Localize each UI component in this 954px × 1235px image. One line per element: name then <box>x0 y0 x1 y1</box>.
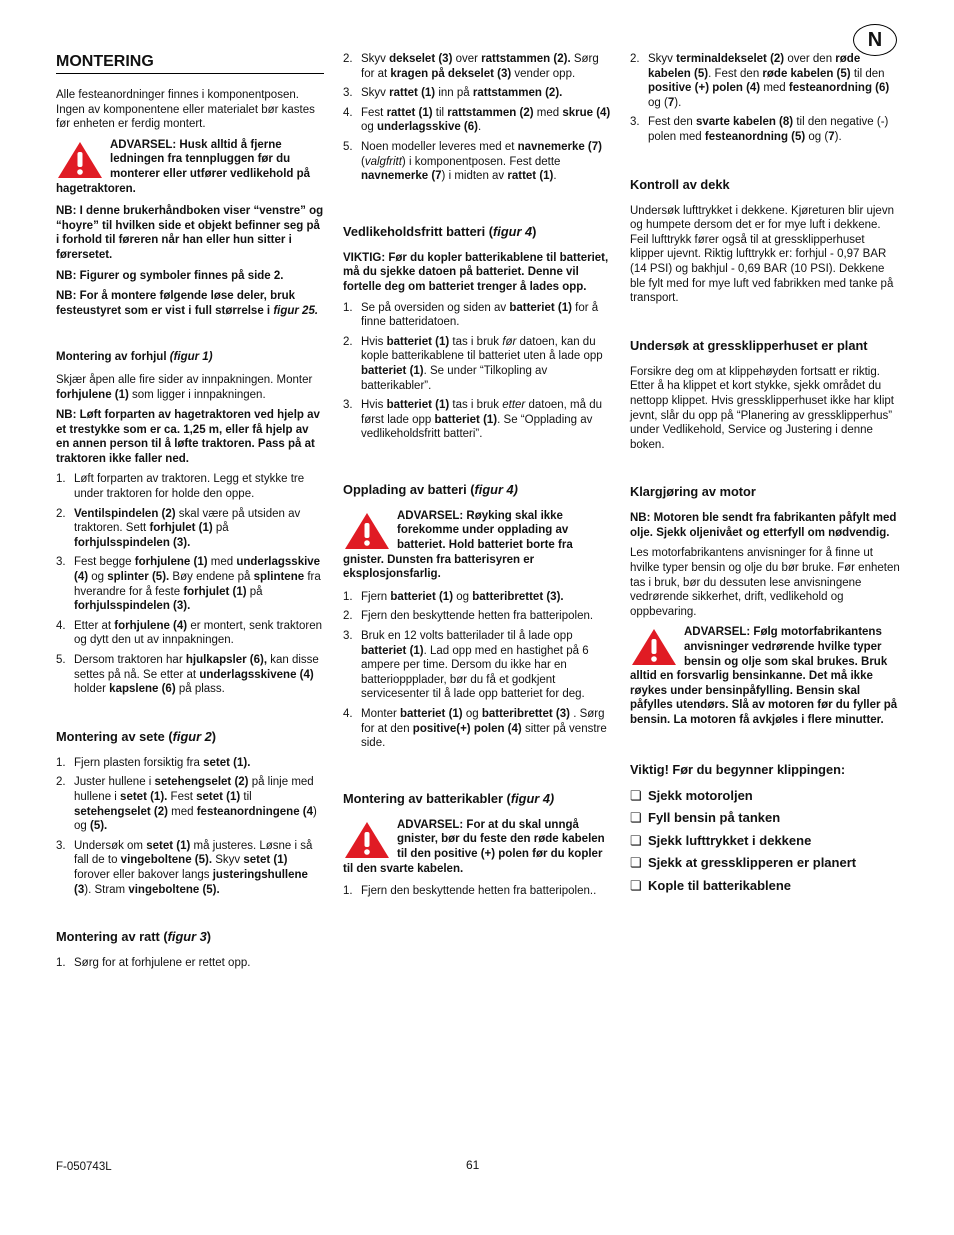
warning-text: ADVARSEL: Følg motorfabrikantens anvisninger vedrørende hvilke typer bensin og olje som skal brukes. Bruk alltid en forsvarlig bensinkanne. Det må ikke røykes under bensinpåfylling. Bensin skal påfylles utendørs. Slå av motoren før du fyller på bensin. La motoren få avkjøles i flere minutter. <box>630 626 898 726</box>
warning-icon <box>343 820 391 860</box>
checkbox-icon: ❏ <box>630 787 642 803</box>
list-item: 3. Fest den svarte kabelen (8) til den negative (-) polen med festeanordning (5) og (7). <box>630 116 889 143</box>
warning-text: ADVARSEL: Husk alltid å fjerne ledningen fra tennpluggen før du monterer eller utfører vedlikehold på hagetraktoren. <box>56 138 311 195</box>
list-item: 1. Fjern den beskyttende hetten fra batteripolen.. <box>343 885 597 898</box>
list-item: 4. Fest rattet (1) til rattstammen (2) med skrue (4) og underlagsskive (6). <box>343 106 611 134</box>
list-item: 1. Løft forparten av traktoren. Legg et stykke tre under traktoren for holde den oppe. <box>56 473 305 501</box>
list-item: 5. Noen modeller leveres med et navnemerke (7) (valgfritt) i komponentposen. Fest dette navnemerke (7) i midten av rattet (1). <box>343 140 602 183</box>
sete-steps <box>56 756 324 897</box>
checklist-item: ❏ Sjekk motoroljen <box>630 787 753 803</box>
motor-note: NB: Motoren ble sendt fra fabrikanten påfylt med olje. Sjekk oljenivået og etterfyll om nødvendig. <box>630 512 897 539</box>
warning-icon <box>343 511 391 551</box>
heading-motor: Klargjøring av motor <box>630 484 756 500</box>
note-2: NB: Figurer og symboler finnes på side 2. <box>56 269 284 282</box>
kabler-steps-start <box>343 884 613 899</box>
batteri-steps <box>343 301 613 442</box>
viktig-note: VIKTIG: Før du kopler batterikablene til batteriet, må du sjekke datoen på batteriet. Denne vil fortelle deg om batteriet trenger å lades opp. <box>343 251 609 293</box>
document-code: F-050743L <box>56 1161 112 1173</box>
warning-block-4 <box>630 625 900 727</box>
heading-ratt: Montering av ratt (figur 3) <box>56 929 211 945</box>
checkbox-icon: ❏ <box>630 810 642 826</box>
list-item: 2. Skyv dekselet (3) over rattstammen (2). Sørg for at kragen på dekselet (3) vender opp. <box>343 53 599 80</box>
note-3: NB: For å montere følgende løse deler, bruk festeustyret som er vist i full størrelse i figur 25. <box>56 290 319 317</box>
checkbox-icon: ❏ <box>630 855 642 871</box>
checklist-item: ❏ Sjekk lufttrykket i dekkene <box>630 832 812 848</box>
plant-paragraph: Forsikre deg om at klippehøyden fortsatt er riktig. Etter å ha klippet et kort stykke, sjekk området du nettopp klippet. Hvis gressklipperhuset ikke har klipt jevnt, slår du opp på “Planering av gressklipperhus” under Vedlikehold, Service og Justering i denne boken. <box>630 365 894 451</box>
list-item: 2. Juster hullene i setehengselet (2) på linje med hullene i setet (1). Fest setet (1) til setehengselet (2) med festeanordningene (4) og (5). <box>56 776 317 833</box>
checklist <box>630 789 900 894</box>
language-badge: N <box>853 24 897 56</box>
heading-forhjul: Montering av forhjul (figur 1) <box>56 351 213 364</box>
list-item: 3. Skyv rattet (1) inn på rattstammen (2). <box>343 87 563 100</box>
intro-paragraph: Alle festeanordninger finnes i komponentposen. Ingen av komponentene eller materialet bør kastes før enheten er ferdig montert. <box>56 89 315 131</box>
checklist-item: ❏ Sjekk at gressklipperen er planert <box>630 855 857 871</box>
list-item: 2. Skyv terminaldekselet (2) over den røde kabelen (5). Fest den røde kabelen (5) til den positive (+) polen (4) med festeanordning (6) og (7). <box>630 53 890 109</box>
heading-opplading: Opplading av batteri (figur 4) <box>343 481 518 497</box>
list-item: 4. Etter at forhjulene (4) er montert, senk traktoren og dytt den ut av innpakningen. <box>56 619 322 647</box>
ratt-steps-continued <box>343 52 613 184</box>
column-3 <box>630 52 900 902</box>
warning-block-3 <box>343 818 613 876</box>
checkbox-icon: ❏ <box>630 832 642 848</box>
section-title: MONTERING <box>56 52 324 74</box>
list-item: 1. Fjern plasten forsiktig fra setet (1). <box>56 756 251 769</box>
list-item: 3. Fest begge forhjulene (1) med underlagsskive (4) og splinter (5). Bøy endene på splintene fra hverandre for å feste forhjulet (1) på forhjulsspindelen (3). <box>56 556 321 613</box>
list-item: 1. Sørg for at forhjulene er rettet opp. <box>56 957 251 970</box>
list-item: 1. Se på oversiden og siden av batteriet (1) for å finne batteridatoen. <box>343 301 599 329</box>
list-item: 1. Fjern batteriet (1) og batteribrettet (3). <box>343 590 564 603</box>
heading-viktig: Viktig! Før du begynner klippingen: <box>630 761 846 777</box>
list-item: 3. Bruk en 12 volts batterilader til å lade opp batteriet (1). Lad opp med en hastighet på 6 ampere per time. Dersom du ikke har en batterioppplader, bør du få et godkjent servicesenter til å lade opp batteriet for deg. <box>343 630 589 701</box>
column-2 <box>343 52 613 905</box>
warning-icon <box>630 627 678 667</box>
forhjul-note: NB: Løft forparten av hagetraktoren ved hjelp av et trestykke som er ca. 1,25 m, eller få hjelp av en annen person til å løfte traktoren. Pass på at traktoren ikke faller ned. <box>56 409 320 465</box>
checklist-item: ❏ Fyll bensin på tanken <box>630 810 781 826</box>
checklist-item: ❏ Kople til batterikablene <box>630 877 792 893</box>
warning-block-1 <box>56 138 324 196</box>
list-item: 2. Hvis batteriet (1) tas i bruk før datoen, kan du kople batterikablene til batteriet uten å lade opp batteriet (1). Se under “Tilkopling av batterikabler”. <box>343 335 603 392</box>
list-item: 4. Monter batteriet (1) og batteribrettet (3) . Sørg for at den positive(+) polen (4) sitter på venstre side. <box>343 708 607 750</box>
page-number: 61 <box>466 1158 480 1172</box>
note-1: NB: I denne brukerhåndboken viser “venstre” og “hoyre” til hvilken side et objekt befinner seg på i forhold til føreren når han eller hun sitter i førersetet. <box>56 205 324 261</box>
warning-text: ADVARSEL: For at du skal unngå gnister, bør du feste den røde kabelen til den positive (+) polen før du kopler til den svarte kabelen. <box>343 818 605 875</box>
list-item: 2. Ventilspindelen (2) skal være på utsiden av traktoren. Sett forhjulet (1) på forhjulsspindelen (3). <box>56 507 301 549</box>
column-1 <box>56 52 324 977</box>
heading-kabler: Montering av batterikabler (figur 4) <box>343 790 555 806</box>
heading-sete: Montering av sete (figur 2) <box>56 728 216 744</box>
opplading-steps <box>343 590 613 751</box>
heading-dekk: Kontroll av dekk <box>630 176 730 192</box>
warning-block-2 <box>343 509 613 582</box>
list-item: 2. Fjern den beskyttende hetten fra batteripolen. <box>343 610 594 623</box>
ratt-steps-start <box>56 956 324 971</box>
warning-icon <box>56 140 104 180</box>
list-item: 5. Dersom traktoren har hjulkapsler (6), kan disse settes på nå. Se etter at underlagsskivene (4) holder kapslene (6) på plass. <box>56 654 319 696</box>
forhjul-steps <box>56 472 324 696</box>
heading-plant: Undersøk at gressklipperhuset er plant <box>630 337 868 353</box>
dekk-paragraph: Undersøk lufttrykket i dekkene. Kjøreturen blir ujevn og humpete dersom det er for mye luft i dekkene. Feil lufttrykk fører også til at gressklipperhuset klipper ujevnt. Riktig lufttrykk er: forhjul - 0,97 BAR (14 PSI) og bakhjul - 0,69 BAR (10 PSI). Dekkene ble fylt med for mye luft ved fabrikken med tanke på transport. <box>630 204 894 305</box>
heading-batteri: Vedlikeholdsfritt batteri (figur 4) <box>343 223 537 239</box>
motor-paragraph: Les motorfabrikantens anvisninger for å finne ut hvilke typer bensin og olje du bør bruke. Før enheten tas i bruk, bør du dessuten lese anvisningene vedrørende sikkerhet, drift, vedlikehold og oppbevaring. <box>630 547 900 618</box>
checkbox-icon: ❏ <box>630 877 642 893</box>
kabler-steps-continued <box>630 52 900 145</box>
list-item: 3. Undersøk om setet (1) må justeres. Løsne i så fall de to vingeboltene (5). Skyv setet (1) forover eller bakover langs justeringshullene (3). Stram vingeboltene (5). <box>56 839 313 896</box>
warning-text: ADVARSEL: Røyking skal ikke forekomme under opplading av batteriet. Hold batteriet borte fra gnister. Dunsten fra batterisyren er eksplosjonsfarlig. <box>343 509 573 581</box>
list-item: 3. Hvis batteriet (1) tas i bruk etter datoen, må du først lade opp batteriet (1). Se “Opplading av vedlikeholdsfritt batteri”. <box>343 399 602 441</box>
forhjul-paragraph: Skjær åpen alle fire sider av innpakningen. Monter forhjulene (1) som ligger i innpakningen. <box>56 373 313 401</box>
